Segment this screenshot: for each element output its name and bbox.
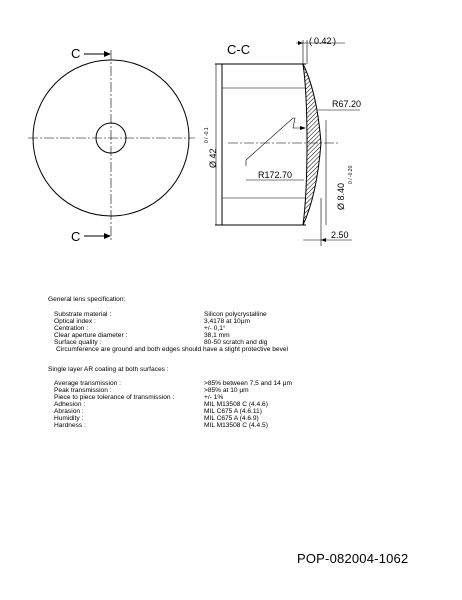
dim-042-arrow	[298, 41, 303, 45]
coating-value: MIL M13508 C (4.4.5)	[204, 422, 268, 429]
spec-label: Substrate material :	[54, 311, 112, 318]
section-view	[204, 36, 361, 246]
coating-label: Hardness :	[54, 422, 86, 429]
coating-label: Piece to piece tolerance of transmission :	[54, 394, 175, 401]
spec-value: 3,4178 at 10µm	[204, 318, 250, 325]
dim-radius-front: R67.20	[332, 99, 362, 109]
document-number: POP-082004-1062	[297, 551, 409, 566]
coating-value: >85% between 7,5 and 14 µm	[204, 380, 292, 387]
coating-label: Average transmission :	[54, 380, 121, 387]
spec-value: 38,1 mm	[204, 332, 230, 339]
spec-value: 80-50 scratch and dig	[204, 339, 268, 346]
coating-spec-block	[48, 366, 348, 438]
coating-value: MIL C675 A (4.6.9)	[204, 415, 259, 422]
dim-radius-back: R172.70	[258, 170, 293, 180]
lens-technical-drawing	[0, 0, 462, 290]
coating-label: Peak transmission :	[54, 387, 112, 394]
r172-arrow	[300, 126, 306, 130]
general-spec-heading: General lens specification:	[48, 296, 126, 303]
spec-value: +/- 0,1°	[204, 325, 226, 332]
spec-label: Clear aperture diameter :	[54, 332, 128, 339]
coating-value: +/- 1%	[204, 394, 224, 401]
spec-note: Circumference are ground and both edges should have a slight protective bevel	[56, 346, 289, 353]
coating-spec-heading: Single layer AR coating at both surfaces :	[48, 366, 169, 373]
spec-label: Surface quality :	[54, 339, 102, 346]
coating-value: MIL C675 A (4.6.11)	[204, 408, 262, 415]
section-marker-top: C	[71, 46, 81, 61]
dim-diameter-outer-tol: 0 / -0.1	[204, 127, 210, 143]
lens-profile-hatched	[303, 64, 321, 225]
section-arrowhead-top	[104, 51, 111, 57]
dim-diameter-inner: Ø 8.40	[336, 182, 346, 210]
dim-diameter-inner-tol: 0 / -0.20	[348, 165, 354, 184]
coating-value: >85% at 10 µm	[204, 387, 249, 394]
dim-250-arrow	[321, 238, 326, 242]
spec-value: Silicon polycrystalline	[204, 311, 267, 318]
dim-thickness-edge-paren-close: )	[333, 36, 336, 46]
section-arrowhead-bottom	[104, 233, 111, 239]
section-title: C-C	[227, 42, 251, 57]
coating-value: MIL M13508 C (4.4.6)	[204, 401, 268, 408]
r172-leader	[246, 118, 304, 166]
spec-label: Optical index :	[54, 318, 96, 325]
section-marker-bottom: C	[71, 229, 81, 244]
front-view	[28, 46, 195, 244]
dim-thickness-edge: 0.42	[314, 36, 332, 46]
general-spec-block	[48, 296, 348, 358]
dim-diameter-outer: Ø 42	[208, 148, 218, 168]
coating-label: Humidity :	[54, 415, 84, 422]
dim-thickness-edge-paren: (	[309, 36, 312, 46]
coating-label: Abrasion :	[54, 408, 84, 415]
spec-label: Centration :	[54, 325, 89, 332]
coating-label: Adhesion :	[54, 401, 86, 408]
dim-center-thickness: 2.50	[331, 230, 349, 240]
